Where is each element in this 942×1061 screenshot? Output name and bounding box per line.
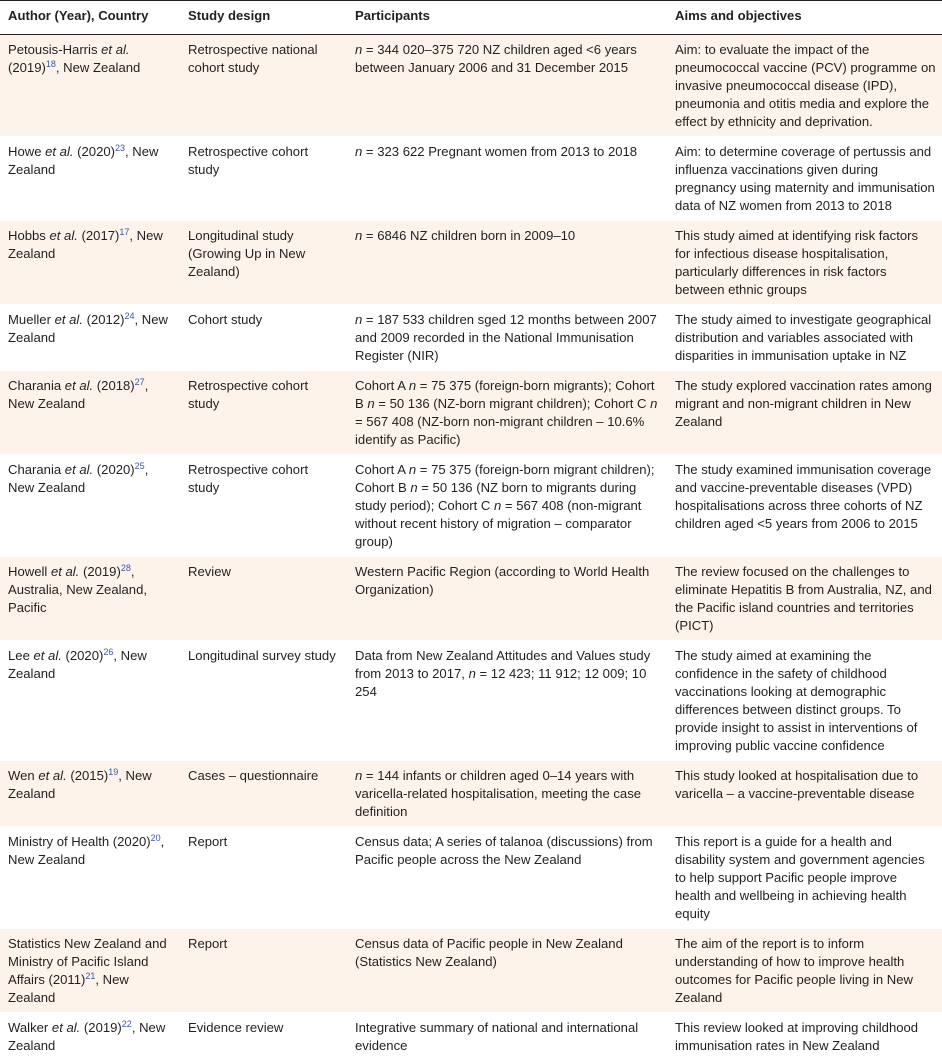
cell-aims: The review focused on the challenges to eliminate Hepatitis B from Australia, NZ, and the Pacific island countries and territories (PICT) xyxy=(667,557,942,641)
cell-aims: The aim of the report is to inform understanding of how to improve health outcomes for Pacific people living in New Zealand xyxy=(667,929,942,1013)
col-header-author: Author (Year), Country xyxy=(0,1,180,35)
cell-aims: The study aimed at examining the confidence in the safety of childhood vaccinations looking at demographic differences between distinct groups. To provide insight to assist in interventions of improving public vaccine confidence xyxy=(667,641,942,761)
cell-design: Cases – questionnaire xyxy=(180,761,347,827)
cell-aims: The study aimed to investigate geographical distribution and variables associated with disparities in immunisation uptake in NZ xyxy=(667,305,942,371)
cell-aims: The study explored vaccination rates among migrant and non-migrant children in New Zealand xyxy=(667,371,942,455)
cell-author: Petousis-Harris et al. $(2019)^{18}$, New Zealand xyxy=(0,35,180,137)
header-row xyxy=(0,1,942,35)
cell-aims: This report is a guide for a health and disability system and government agencies to help support Pacific people improve health and wellbeing in achieving health equity xyxy=(667,827,942,929)
cell-author: Howe et al. $(2020)^{23}$, New Zealand xyxy=(0,137,180,221)
cell-participants: Census data of Pacific people in New Zealand (Statistics New Zealand) xyxy=(347,929,667,1013)
cell-participants: Data from New Zealand Attitudes and Values study from 2013 to 2017, n = 12 423; 11 912; 12 009; 10 254 xyxy=(347,641,667,761)
table-row xyxy=(0,929,942,1013)
table-body xyxy=(0,35,942,1061)
cell-author: Statistics New Zealand and Ministry of Pacific Island Affairs $(2011)^{21}$, New Zealand xyxy=(0,929,180,1013)
table-row xyxy=(0,221,942,305)
cell-design: Review xyxy=(180,557,347,641)
table-row xyxy=(0,35,942,137)
table-row xyxy=(0,827,942,929)
cell-aims: Aim: to evaluate the impact of the pneumococcal vaccine (PCV) programme on invasive pneumococcal disease (IPD), pneumonia and otitis media and explore the effect by ethnicity and deprivation. xyxy=(667,35,942,137)
cell-author: Howell et al. $(2019)^{28}$, Australia, New Zealand, Pacific xyxy=(0,557,180,641)
table-row xyxy=(0,761,942,827)
cell-design: Report xyxy=(180,929,347,1013)
cell-design: Retrospective cohort study xyxy=(180,371,347,455)
cell-aims: The study examined immunisation coverage and vaccine-preventable diseases (VPD) hospitalisations across three cohorts of NZ children aged <5 years from 2006 to 2015 xyxy=(667,455,942,557)
cell-design: Retrospective cohort study xyxy=(180,455,347,557)
cell-aims: This study looked at hospitalisation due to varicella – a vaccine-preventable disease xyxy=(667,761,942,827)
cell-participants: Integrative summary of national and international evidence xyxy=(347,1013,667,1061)
cell-author: Wen et al. $(2015)^{19}$, New Zealand xyxy=(0,761,180,827)
table-row xyxy=(0,557,942,641)
table-row xyxy=(0,137,942,221)
cell-aims: Aim: to determine coverage of pertussis and influenza vaccinations given during pregnancy using maternity and immunisation data of NZ women from 2013 to 2018 xyxy=(667,137,942,221)
cell-participants: Cohort A n = 75 375 (foreign-born migrants); Cohort B n = 50 136 (NZ-born migrant children); Cohort C n = 567 408 (NZ-born non-migrant children – 10.6% identify as Pacific) xyxy=(347,371,667,455)
cell-participants: n = 323 622 Pregnant women from 2013 to 2018 xyxy=(347,137,667,221)
cell-author: Walker et al. $(2019)^{22}$, New Zealand xyxy=(0,1013,180,1061)
cell-author: Lee et al. $(2020)^{26}$, New Zealand xyxy=(0,641,180,761)
table-row xyxy=(0,455,942,557)
cell-participants: Western Pacific Region (according to World Health Organization) xyxy=(347,557,667,641)
cell-participants: Census data; A series of talanoa (discussions) from Pacific people across the New Zealand xyxy=(347,827,667,929)
col-header-participants: Participants xyxy=(347,1,667,35)
cell-aims: This study aimed at identifying risk factors for infectious disease hospitalisation, particularly differences in risk factors between ethnic groups xyxy=(667,221,942,305)
cell-author: Ministry of Health $(2020)^{20}$, New Zealand xyxy=(0,827,180,929)
cell-participants: n = 6846 NZ children born in 2009–10 xyxy=(347,221,667,305)
table-row xyxy=(0,305,942,371)
cell-design: Longitudinal study (Growing Up in New Zealand) xyxy=(180,221,347,305)
cell-participants: n = 187 533 children sged 12 months between 2007 and 2009 recorded in the National Immunisation Register (NIR) xyxy=(347,305,667,371)
cell-author: Mueller et al. $(2012)^{24}$, New Zealand xyxy=(0,305,180,371)
cell-aims: This review looked at improving childhood immunisation rates in New Zealand xyxy=(667,1013,942,1061)
cell-design: Retrospective cohort study xyxy=(180,137,347,221)
cell-author: Charania et al. $(2020)^{25}$, New Zealand xyxy=(0,455,180,557)
cell-design: Retrospective national cohort study xyxy=(180,35,347,137)
cell-author: Hobbs et al. $(2017)^{17}$, New Zealand xyxy=(0,221,180,305)
cell-participants: n = 344 020–375 720 NZ children aged <6 years between January 2006 and 31 December 2015 xyxy=(347,35,667,137)
col-header-aims: Aims and objectives xyxy=(667,1,942,35)
col-header-design: Study design xyxy=(180,1,347,35)
cell-participants: n = 144 infants or children aged 0–14 years with varicella-related hospitalisation, meeting the case definition xyxy=(347,761,667,827)
cell-design: Longitudinal survey study xyxy=(180,641,347,761)
cell-design: Cohort study xyxy=(180,305,347,371)
cell-design: Evidence review xyxy=(180,1013,347,1061)
table-row xyxy=(0,641,942,761)
table-row xyxy=(0,371,942,455)
cell-participants: Cohort A n = 75 375 (foreign-born migrant children); Cohort B n = 50 136 (NZ born to migrants during study period); Cohort C n = 567 408 (non-migrant without recent history of migration – comparator group) xyxy=(347,455,667,557)
cell-design: Report xyxy=(180,827,347,929)
table-row xyxy=(0,1013,942,1061)
cell-author: Charania et al. $(2018)^{27}$, New Zealand xyxy=(0,371,180,455)
